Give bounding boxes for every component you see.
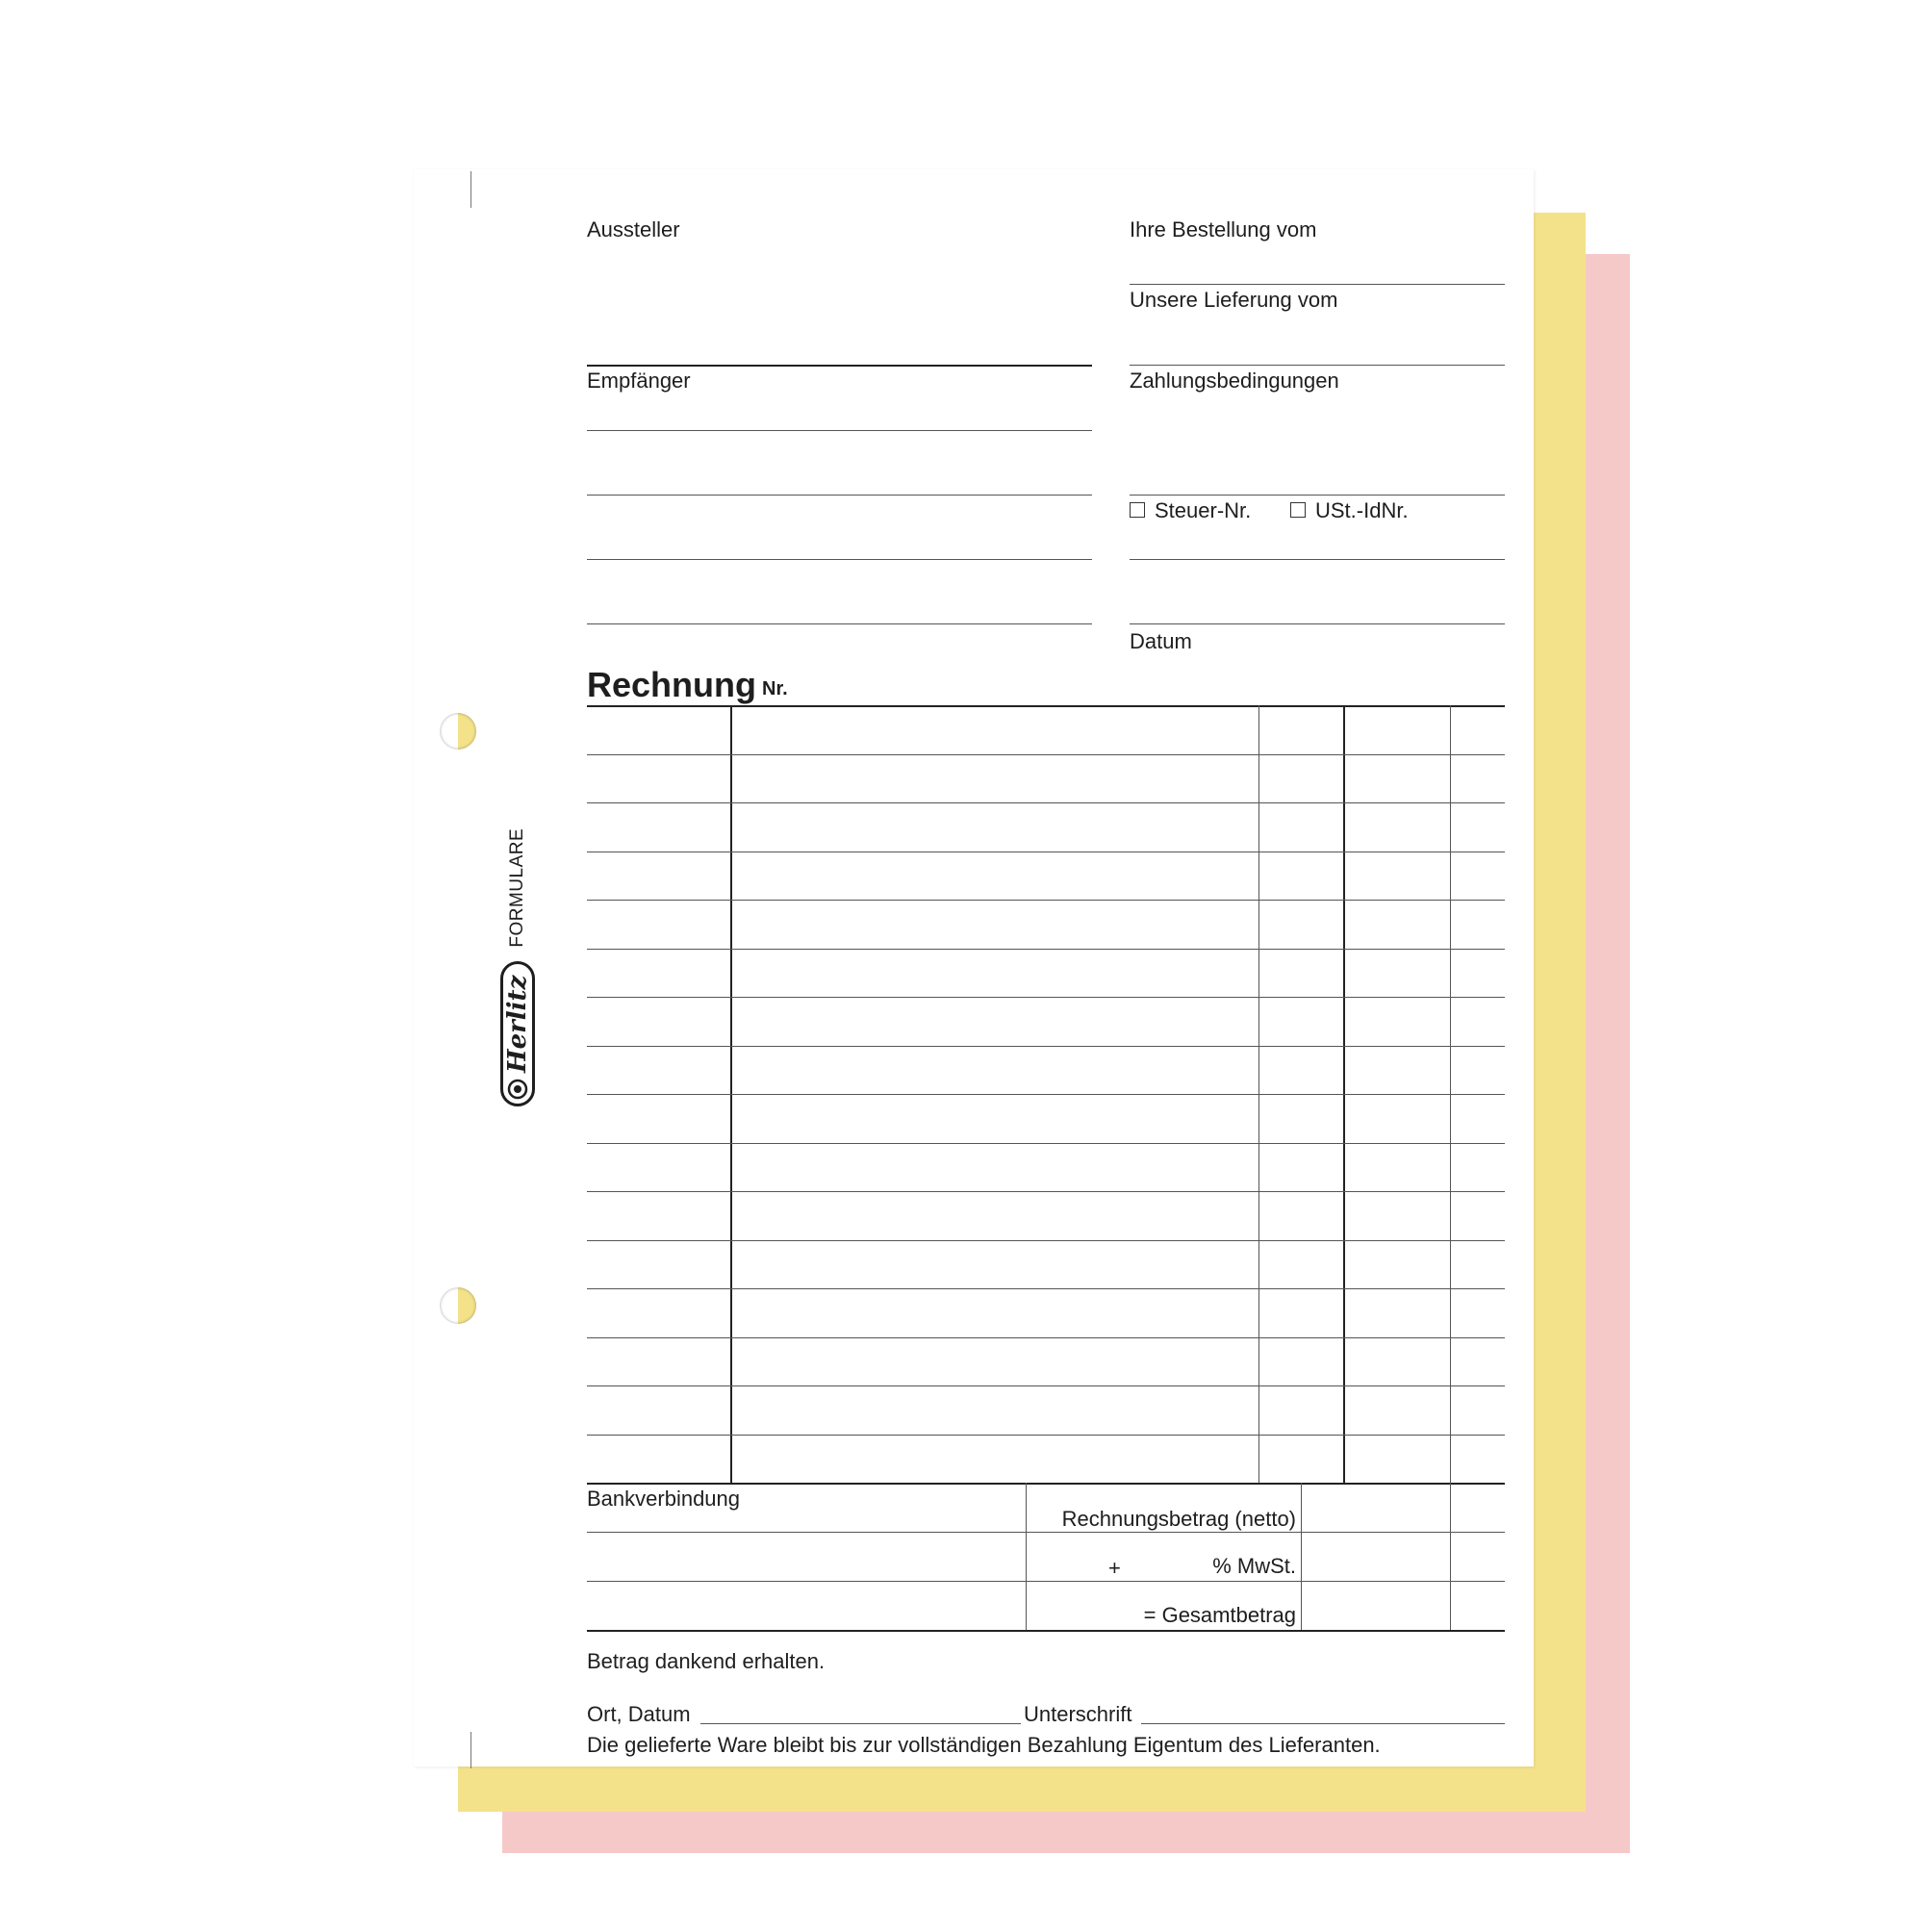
table-top-border [587,705,1505,707]
total-label: = Gesamtbetrag [1143,1603,1296,1627]
totals-bottom-border [587,1630,1505,1632]
delivery-date-line[interactable] [1130,365,1505,366]
table-row-line[interactable] [587,1288,1505,1289]
bank-label: Bankverbindung [587,1487,741,1511]
table-row-line[interactable] [587,1143,1505,1144]
table-row-line[interactable] [587,1191,1505,1192]
totals-row-line-2[interactable] [587,1581,1505,1582]
payment-terms-line[interactable] [1130,495,1505,496]
table-row-line[interactable] [587,1046,1505,1047]
delivery-date-label: Unsere Lieferung vom [1130,288,1338,312]
brand-series-text: FORMULARE [507,827,527,948]
table-row-line[interactable] [587,802,1505,803]
invoice-number-label: Nr. [762,678,788,699]
received-label: Betrag dankend erhalten. [587,1649,826,1673]
vat-id-label: USt.-IdNr. [1315,498,1409,522]
order-date-line[interactable] [1130,284,1505,285]
vat-label: % MwSt. [1212,1554,1296,1578]
recipient-line-3[interactable] [587,559,1092,560]
date-line[interactable] [1130,623,1505,624]
place-date-line[interactable] [700,1723,1021,1724]
tax-id-line[interactable] [1130,559,1505,560]
table-row-line[interactable] [587,1385,1505,1386]
issuer-label: Aussteller [587,217,680,242]
punch-hole-top [440,713,476,750]
table-row-line[interactable] [587,949,1505,950]
brand-swirl-icon [507,1079,528,1100]
recipient-line-4[interactable] [587,623,1092,624]
tax-number-label: Steuer-Nr. [1155,498,1252,522]
issuer-line[interactable] [587,365,1092,367]
table-row-line[interactable] [587,997,1505,998]
place-date-label: Ort, Datum [587,1702,691,1726]
table-row-line[interactable] [587,1094,1505,1095]
totals-divider-right [1450,1483,1451,1630]
totals-divider-left [1026,1483,1027,1630]
punch-hole-bottom [440,1287,476,1324]
order-date-label: Ihre Bestellung vom [1130,217,1317,242]
signature-line[interactable] [1141,1723,1505,1724]
signature-label: Unterschrift [1024,1702,1132,1726]
vat-id-checkbox[interactable] [1290,502,1306,518]
table-row-line[interactable] [587,1435,1505,1436]
payment-terms-label: Zahlungsbedingungen [1130,369,1339,393]
bottom-margin-mark [470,1732,471,1768]
recipient-label: Empfänger [587,369,691,393]
original-sheet [414,169,1534,1767]
net-amount-label: Rechnungsbetrag (netto) [1061,1507,1296,1531]
tax-number-checkbox[interactable] [1130,502,1145,518]
table-row-line[interactable] [587,900,1505,901]
top-margin-mark [470,171,471,208]
table-row-line[interactable] [587,1240,1505,1241]
totals-divider-mid [1301,1483,1302,1630]
brand-vertical [500,828,535,1106]
invoice-title: Rechnung [587,665,756,704]
totals-row-line-1[interactable] [587,1532,1505,1533]
brand-logo-text: Herlitz [503,975,532,1073]
table-row-line[interactable] [587,1337,1505,1338]
retention-notice: Die gelieferte Ware bleibt bis zur vollständigen Bezahlung Eigentum des Lieferanten. [587,1733,1381,1757]
vat-plus-sign: + [1108,1556,1121,1580]
recipient-line-2[interactable] [587,495,1092,496]
recipient-line-1[interactable] [587,430,1092,431]
brand-logo [500,961,535,1106]
date-label: Datum [1130,629,1192,653]
table-bottom-border [587,1483,1505,1485]
table-row-line[interactable] [587,754,1505,755]
